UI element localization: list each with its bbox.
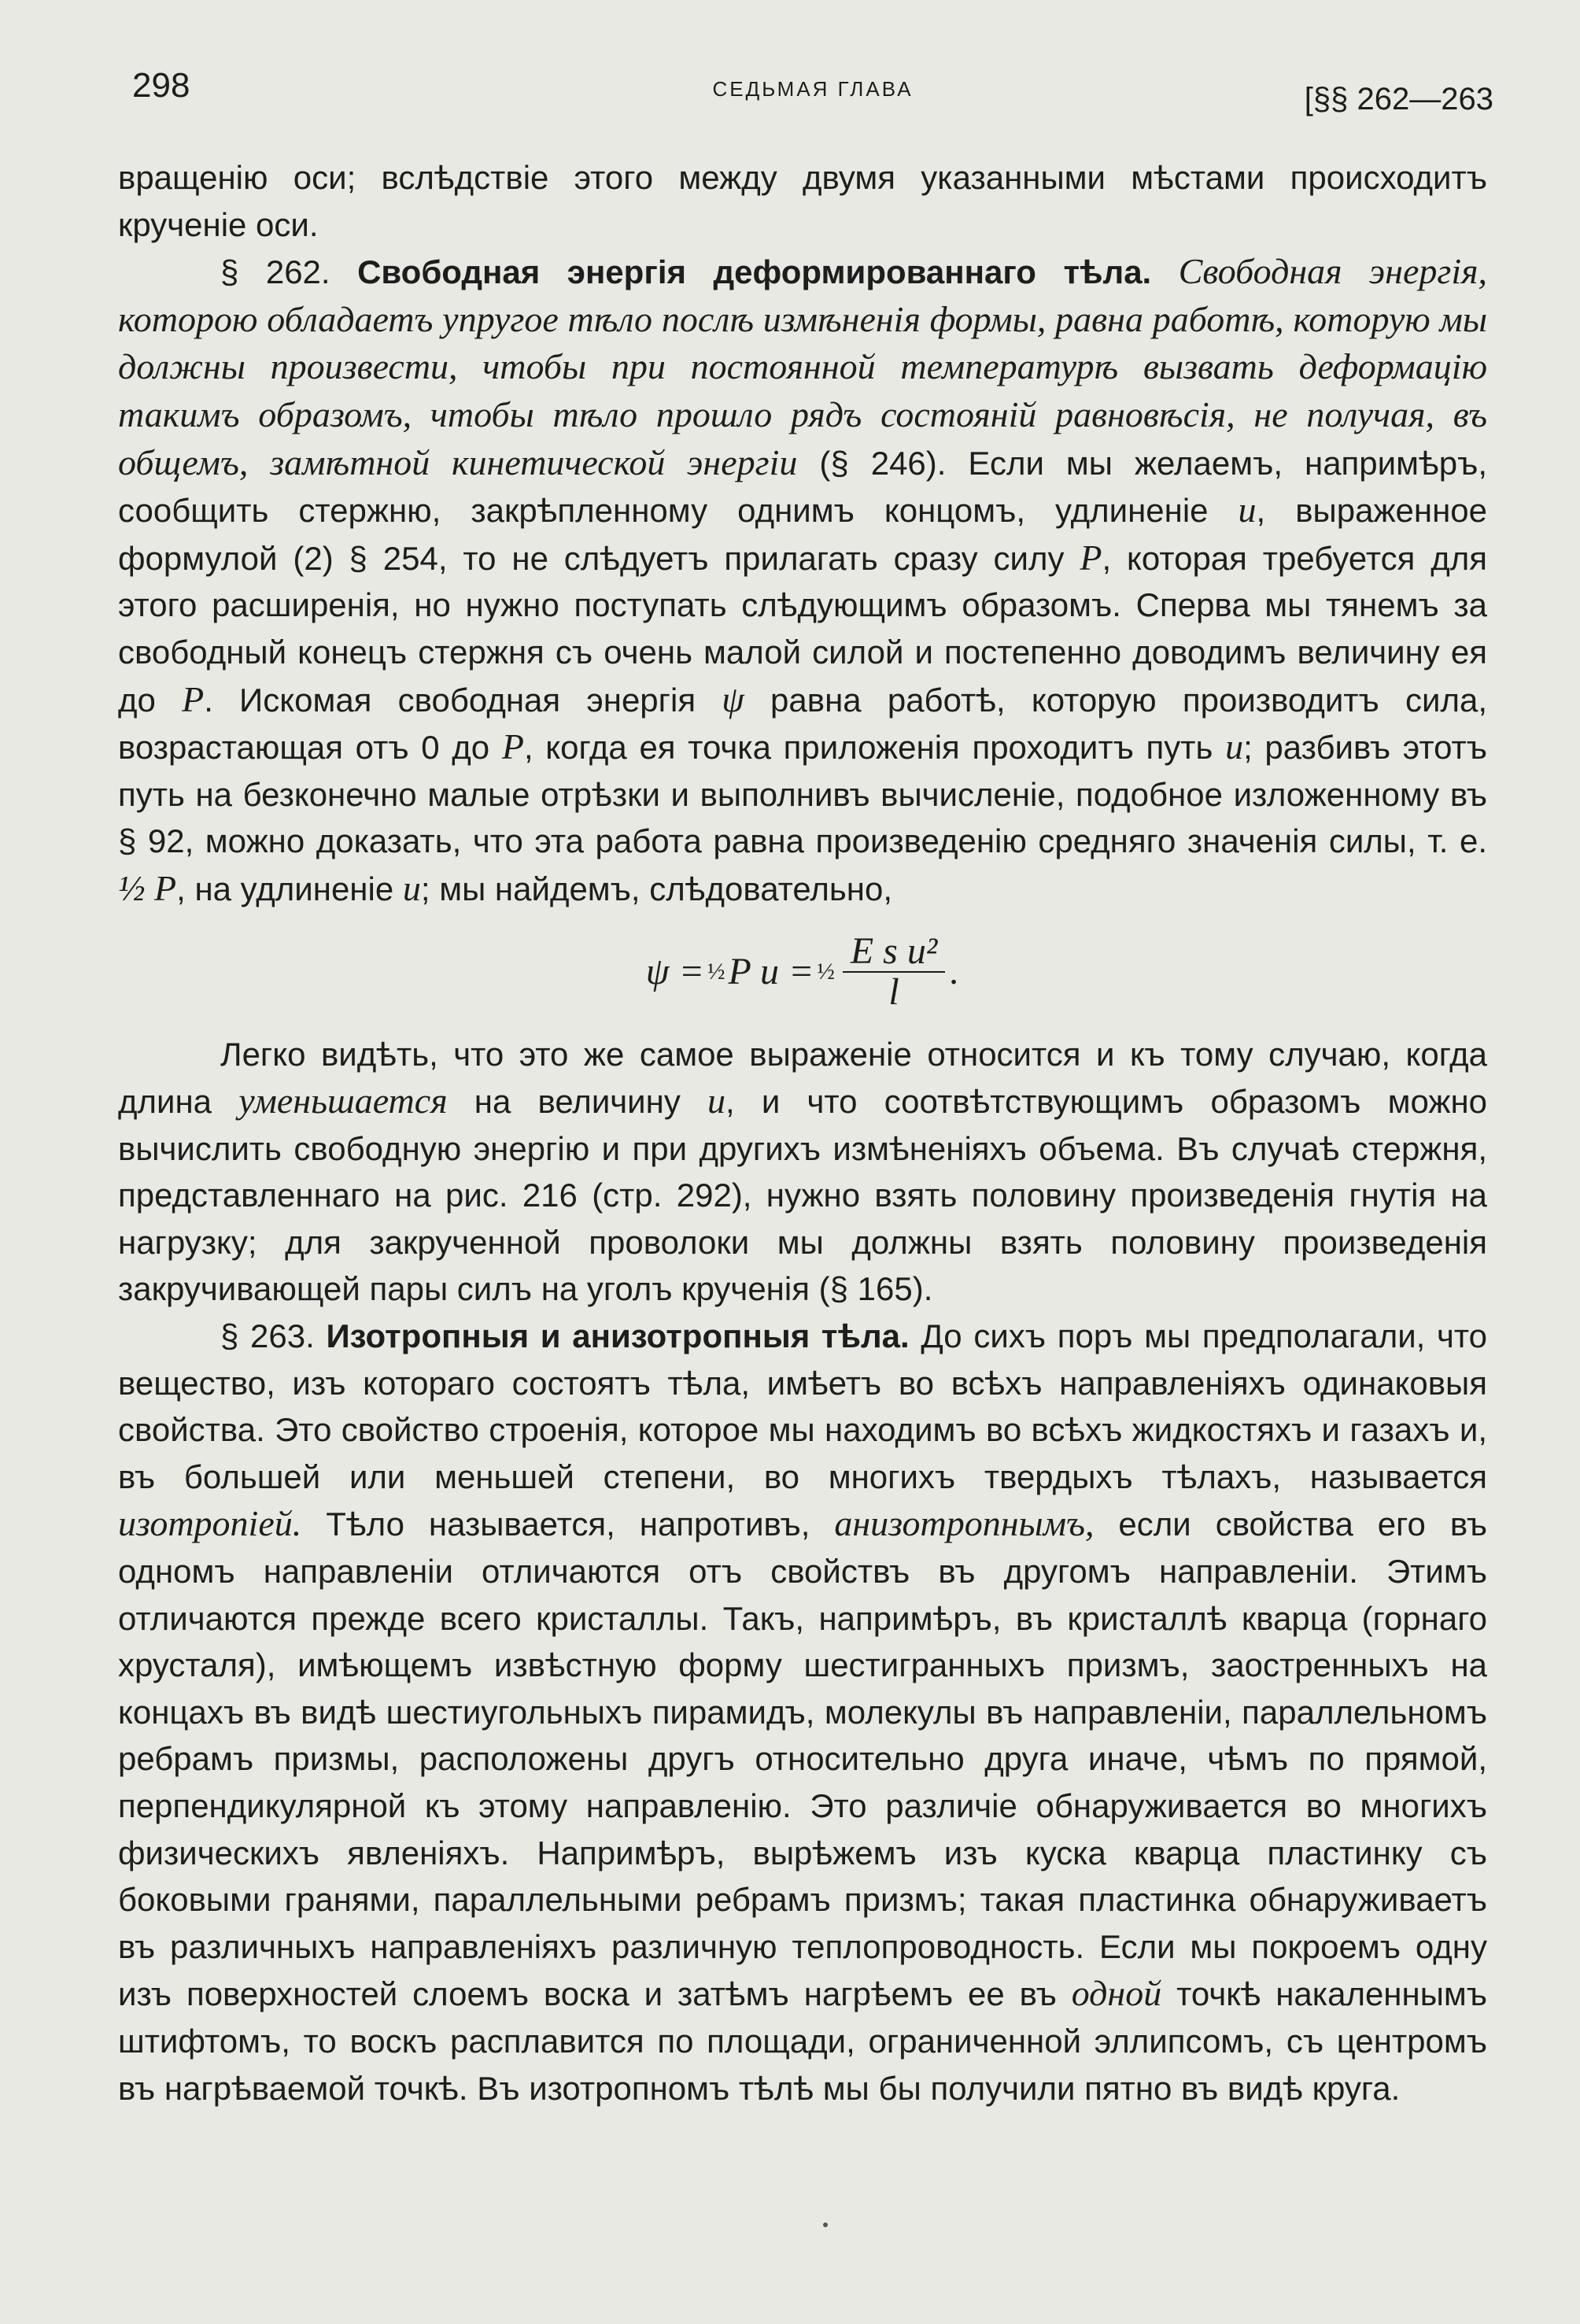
paper-speck bbox=[823, 2222, 828, 2227]
body-text bbox=[118, 154, 1487, 2112]
page-number: 298 bbox=[132, 66, 190, 105]
section-number: § 262. bbox=[220, 253, 330, 291]
section-heading: Свободная энергія деформированнаго тѣла. bbox=[357, 253, 1152, 291]
paragraph-continuation: вращенію оси; вслѣдствіе этого между двумя указанными мѣстами происходитъ крученіе оси. bbox=[118, 159, 1487, 243]
running-title: СЕДЬМАЯ ГЛАВА bbox=[712, 77, 914, 101]
paragraph-section-263: § 263. Изотропныя и анизотропныя тѣла. До сихъ поръ мы предполагали, что вещество, изъ котораго состоятъ тѣла, имѣетъ во всѣхъ направленіяхъ одинаковыя свойства. Это свойство строенія, которое мы находимъ во всѣхъ жидкостяхъ и газахъ и, въ большей или меньшей степени, во многихъ твердыхъ тѣлахъ, называется изотропіей. Тѣло называется, напротивъ, анизотропнымъ, если свойства его въ одномъ направленіи отличаются отъ свойствъ въ другомъ направленіи. Этимъ отличаются прежде всего кристаллы. Такъ, напримѣръ, въ кристаллѣ кварца (горнаго хрусталя), имѣющемъ извѣстную форму шестигранныхъ призмъ, заостренныхъ на концахъ въ видѣ шестиугольныхъ пирамидъ, молекулы въ направленіи, параллельномъ ребрамъ призмы, расположены другъ относительно друга иначе, чѣмъ по прямой, перпендикулярной къ этому направленію. Это различіе обнаруживается во многихъ физическихъ явленіяхъ. Напримѣръ, вырѣжемъ изъ куска кварца пластинку съ боковыми гранями, параллельными ребрамъ призмъ; такая пластинка обнаруживаетъ въ различныхъ направленіяхъ различную теплопроводность. Если мы покроемъ одну изъ поверхностей слоемъ воска и затѣмъ нагрѣемъ ее въ одной точкѣ накаленнымъ штифтомъ, то воскъ расплавится по площади, ограниченной эллипсомъ, съ центромъ въ нагрѣваемой точкѣ. Въ изотропномъ тѣлѣ мы бы получили пятно въ видѣ круга. bbox=[118, 1317, 1488, 2107]
running-head bbox=[132, 66, 1493, 121]
section-number: § 263. bbox=[220, 1317, 315, 1355]
section-heading: Изотропныя и анизотропныя тѣла. bbox=[326, 1317, 910, 1355]
formula-fraction: $\frac{\text{E s u²}}{l}$ bbox=[843, 932, 945, 1012]
emphasis-word: уменьшается bbox=[238, 1081, 448, 1121]
paragraph-section-262: § 262. Свободная энергія деформированнаго тѣла. Свободная энергія, которою обладаетъ упругое тѣло послѣ измѣненія формы, равна работѣ, которую мы должны произвести, чтобы при постоянной температурѣ вызвать деформацію такимъ образомъ, чтобы тѣло прошло рядъ состояній равновѣсія, не получая, въ общемъ, замѣтной кинетической энергіи (§ 246). Если мы желаемъ, напримѣръ, сообщить стержню, закрѣпленному однимъ концомъ, удлиненіе u, выраженное формулой (2) § 254, то не слѣдуетъ прилагать сразу силу P, которая требуется для этого расширенія, но нужно поступать слѣдующимъ образомъ. Сперва мы тянемъ за свободный конецъ стержня съ очень малой силой и постепенно доводимъ величину ея до P. Искомая свободная энергія ψ равна работѣ, которую производитъ сила, возрастающая отъ 0 до P, когда ея точка приложенія проходитъ путь u; разбивъ этотъ путь на безконечно малые отрѣзки и выполнивъ вычисленіе, подобное изложенному въ § 92, можно доказать, что эта работа равна произведенію средняго значенія силы, т. е. ½ P, на удлиненіе u; мы найдемъ, слѣдовательно, bbox=[118, 251, 1488, 908]
definition-italic: Свободная энергія, которою обладаетъ упругое тѣло послѣ измѣненія формы, равна работѣ, которую мы должны произвести, чтобы при постоянной температурѣ вызвать деформацію такимъ образомъ, чтобы тѣло прошло рядъ состояній равновѣсія, не получая, въ общемъ, замѣтной кинетической энергіи bbox=[118, 251, 1487, 482]
paragraph-shortening: Легко видѣть, что это же самое выраженіе относится и къ тому случаю, когда длина уменьшается на величину u, и что соотвѣтствующимъ образомъ можно вычислить свободную энергію и при другихъ измѣненіяхъ объема. Въ случаѣ стержня, представленнаго на рис. 216 (стр. 292), нужно взять половину произведенія гнутія на нагрузку; для закрученной проволоки мы должны взять половину произведенія закручивающей пары силъ на уголъ крученія (§ 165). bbox=[118, 1035, 1488, 1308]
section-reference: [§§ 262—263 bbox=[1304, 82, 1493, 116]
free-energy-formula: ψ = ½ P u = ½ $\frac{\text{E s u²}}{l}$ . bbox=[645, 929, 960, 1013]
